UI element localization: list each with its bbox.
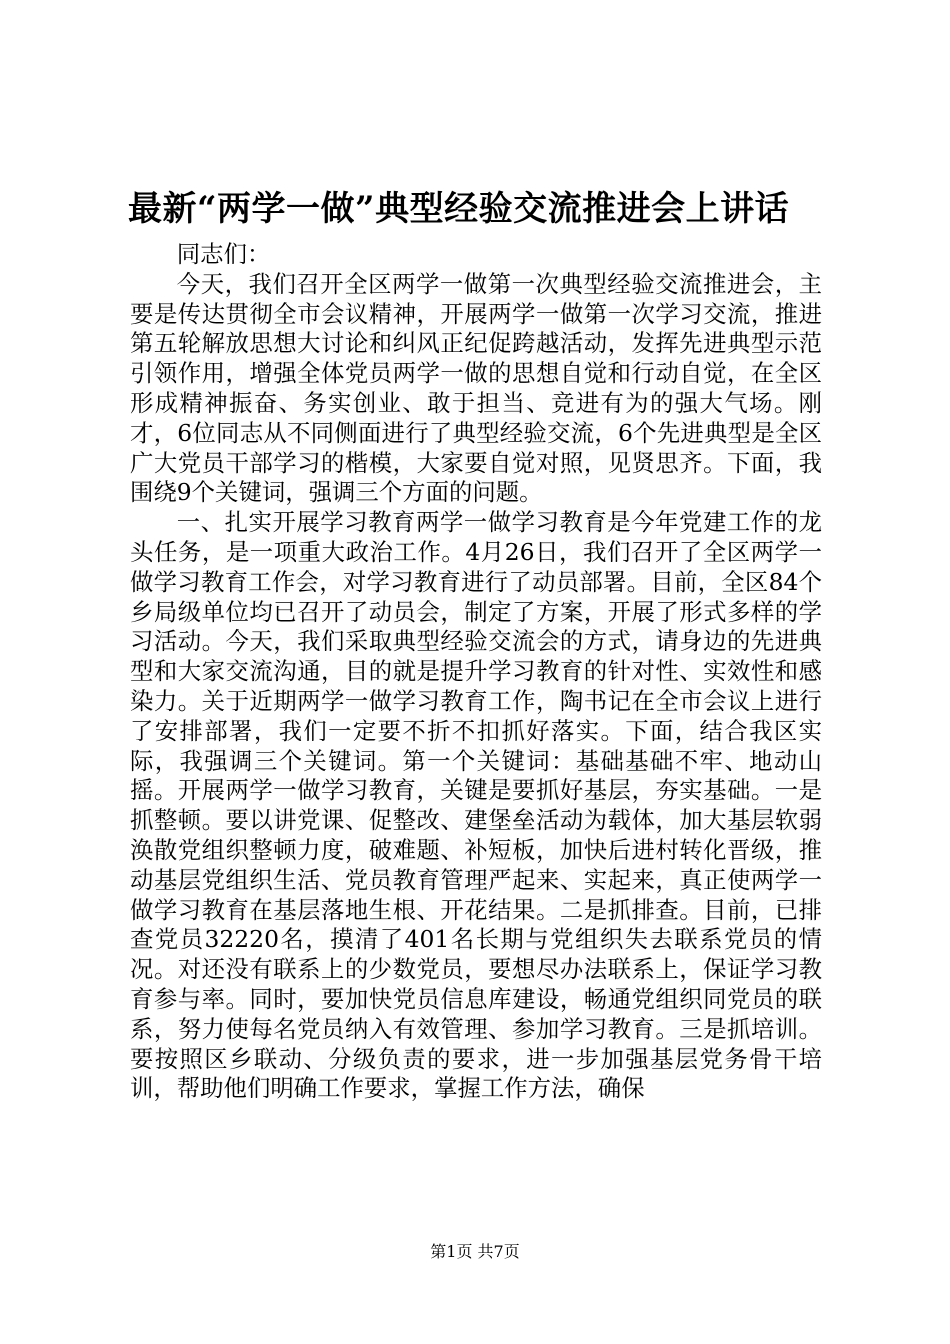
- paragraph-introduction: 今天，我们召开全区两学一做第一次典型经验交流推进会，主要是传达贯彻全市会议精神，开展两学一做第一次学习交流，推进第五轮解放思想大讨论和纠风正纪促跨越活动，发挥先进典型示范引领作用，增强全体党员两学一做的思想自觉和行动自觉，在全区形成精神振奋、务实创业、敢于担当、竞进有为的强大气场。刚才，6位同志从不同侧面进行了典型经验交流，6个先进典型是全区广大党员干部学习的楷模，大家要自觉对照，见贤思齐。下面，我围绕9个关键词，强调三个方面的问题。: [130, 269, 822, 507]
- paragraph-salutation: 同志们：: [176, 240, 271, 268]
- page-number-footer: 第1页 共7页: [430, 1242, 520, 1261]
- paragraph-section-one: 一、扎实开展学习教育两学一做学习教育是今年党建工作的龙头任务，是一项重大政治工作。4月26日，我们召开了全区两学一做学习教育工作会，对学习教育进行了动员部署。目前，全区84个乡局级单位均已召开了动员会，制定了方案，开展了形式多样的学习活动。今天，我们采取典型经验交流会的方式，请身边的先进典型和大家交流沟通，目的就是提升学习教育的针对性、实效性和感染力。关于近期两学一做学习教育工作，陶书记在全市会议上进行了安排部署，我们一定要不折不扣抓好落实。下面，结合我区实际，我强调三个关键词。第一个关键词：基础基础不牢、地动山摇。开展两学一做学习教育，关键是要抓好基层，夯实基础。一是抓整顿。要以讲党课、促整改、建堡垒活动为载体，加大基层软弱涣散党组织整顿力度，破难题、补短板，加快后进村转化晋级，推动基层党组织生活、党员教育管理严起来、实起来，真正使两学一做学习教育在基层落地生根、开花结果。二是抓排查。目前，已排查党员32220名，摸清了401名长期与党组织失去联系党员的情况。对还没有联系上的少数党员，要想尽办法联系上，保证学习教育参与率。同时，要加快党员信息库建设，畅通党组织同党员的联系，努力使每名党员纳入有效管理、参加学习教育。三是抓培训。要按照区乡联动、分级负责的要求，进一步加强基层党务骨干培训，帮助他们明确工作要求，掌握工作方法，确保: [130, 508, 822, 1103]
- document-body: [130, 240, 822, 1104]
- document-title: 最新“两学一做”典型经验交流推进会上讲话: [128, 189, 790, 229]
